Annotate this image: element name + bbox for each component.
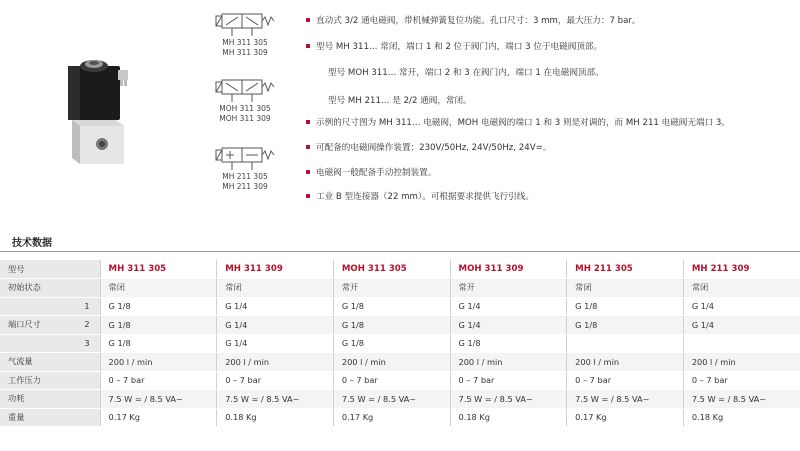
schematic-moh311 (200, 76, 290, 124)
row-label (0, 316, 100, 335)
table-row-port-3 (0, 334, 800, 353)
table-cell: G 1/8 (567, 297, 684, 316)
bullet-marker-icon (306, 145, 310, 149)
schematic-model: MH 211 309 (222, 182, 268, 191)
table-cell: G 1/8 (567, 316, 684, 335)
table-cell: 7.5 W = / 8.5 VA~ (683, 390, 800, 409)
bullet-text: 直动式 3/2 通电磁阀，带机械弹簧复位功能。孔口尺寸：3 mm，最大压力：7 bar。 (316, 16, 641, 26)
bullet-text: 电磁阀一般配备手动控制装置。 (316, 168, 437, 178)
description-sub-text: 型号 MOH 311… 常开，端口 2 和 3 在阀门内，端口 1 在电磁阀顶部。 (328, 68, 604, 78)
table-cell: G 1/4 (217, 297, 334, 316)
table-cell: G 1/4 (217, 316, 334, 335)
table-cell: 0.18 Kg (217, 408, 334, 427)
table-cell: G 1/4 (450, 316, 567, 335)
table-cell: 200 l / min (567, 353, 684, 372)
bullet-text: 型号 MH 311… 常闭，端口 1 和 2 位于阀门内，端口 3 位于电磁阀顶部。 (316, 42, 603, 52)
table-cell: MOH 311 305 (333, 260, 450, 279)
table-row-flow (0, 353, 800, 372)
table-row-model (0, 260, 800, 279)
table-cell: G 1/8 (333, 297, 450, 316)
table-cell: G 1/8 (333, 334, 450, 353)
row-label: 重量 (0, 408, 100, 427)
section-divider (0, 251, 800, 252)
table-cell: 200 l / min (333, 353, 450, 372)
table-cell: MH 311 309 (217, 260, 334, 279)
solenoid-valve-photo (58, 52, 138, 172)
table-row-port-1 (0, 297, 800, 316)
table-cell: 0.18 Kg (450, 408, 567, 427)
table-cell: 7.5 W = / 8.5 VA~ (333, 390, 450, 409)
table-cell: 0 – 7 bar (333, 371, 450, 390)
row-label: 气流量 (0, 353, 100, 372)
table-cell: G 1/8 (450, 334, 567, 353)
valve-symbol-icon (214, 10, 276, 38)
table-cell: 0.17 Kg (567, 408, 684, 427)
table-cell: 0 – 7 bar (100, 371, 217, 390)
port-size-label: 端口尺寸 (8, 319, 41, 330)
description-bullet (306, 166, 436, 178)
row-label: 工作压力 (0, 371, 100, 390)
table-cell: 0 – 7 bar (683, 371, 800, 390)
schematic-model: MOH 311 305 (219, 104, 271, 113)
table-cell: 7.5 W = / 8.5 VA~ (450, 390, 567, 409)
description-bullet (306, 141, 551, 153)
table-cell: 常开 (333, 279, 450, 298)
valve-symbol-icon (214, 76, 276, 104)
table-cell: 7.5 W = / 8.5 VA~ (217, 390, 334, 409)
table-cell: 0.17 Kg (100, 408, 217, 427)
schematic-mh311 (200, 10, 290, 58)
table-cell: G 1/4 (683, 297, 800, 316)
table-row-state (0, 279, 800, 298)
table-row-port-2 (0, 316, 800, 335)
table-cell: 7.5 W = / 8.5 VA~ (567, 390, 684, 409)
table-row-weight (0, 408, 800, 427)
table-cell: 常开 (450, 279, 567, 298)
table-cell: 0 – 7 bar (567, 371, 684, 390)
bullet-marker-icon (306, 44, 310, 48)
port-number: 2 (84, 319, 90, 330)
table-cell: 200 l / min (100, 353, 217, 372)
table-cell: G 1/8 (100, 334, 217, 353)
table-cell: MH 211 309 (683, 260, 800, 279)
bullet-marker-icon (306, 170, 310, 174)
technical-data-table (0, 260, 800, 427)
table-cell: 200 l / min (217, 353, 334, 372)
table-cell: 常闭 (567, 279, 684, 298)
description-bullet (306, 116, 730, 128)
description-bullet (306, 40, 602, 52)
table-cell (683, 334, 800, 353)
section-title: 技术数据 (12, 238, 52, 249)
bullet-text: 工业 B 型连接器（22 mm）。可根据要求提供飞行引线。 (316, 192, 534, 202)
row-label: 1 (0, 297, 100, 316)
bullet-text: 可配备的电磁阀操作装置：230V/50Hz, 24V/50Hz, 24V=。 (316, 143, 552, 153)
bullet-text: 示例的尺寸图为 MH 311… 电磁阀，MOH 电磁阀的端口 1 和 3 则是对调的，而 MH 211 电磁阀无端口 3。 (316, 118, 730, 128)
schematic-mh211 (200, 144, 290, 192)
description-bullet (306, 14, 641, 26)
table-cell: 200 l / min (683, 353, 800, 372)
table-cell: 0.17 Kg (333, 408, 450, 427)
bullet-marker-icon (306, 120, 310, 124)
table-cell: G 1/4 (683, 316, 800, 335)
description-bullet (306, 190, 534, 202)
table-cell: G 1/8 (100, 297, 217, 316)
table-cell: G 1/4 (450, 297, 567, 316)
table-row-pressure (0, 371, 800, 390)
schematic-model: MH 211 305 (222, 172, 268, 181)
table-cell: 常闭 (217, 279, 334, 298)
table-cell: 常闭 (683, 279, 800, 298)
table-row-power (0, 390, 800, 409)
table-cell: G 1/8 (100, 316, 217, 335)
description-sub-text: 型号 MH 211… 是 2/2 通阀，常闭。 (328, 96, 472, 106)
bullet-marker-icon (306, 194, 310, 198)
table-cell: 0 – 7 bar (217, 371, 334, 390)
table-cell: 常闭 (100, 279, 217, 298)
table-cell: MH 311 305 (100, 260, 217, 279)
row-label: 初始状态 (0, 279, 100, 298)
row-label: 型号 (0, 260, 100, 279)
bullet-marker-icon (306, 18, 310, 22)
table-cell: MOH 311 309 (450, 260, 567, 279)
table-cell: MH 211 305 (567, 260, 684, 279)
table-cell: 0.18 Kg (683, 408, 800, 427)
row-label: 3 (0, 334, 100, 353)
table-cell (567, 334, 684, 353)
row-label: 功耗 (0, 390, 100, 409)
schematic-model: MH 311 309 (222, 48, 268, 57)
schematic-model: MOH 311 309 (219, 114, 271, 123)
schematic-model: MH 311 305 (222, 38, 268, 47)
table-cell: G 1/8 (333, 316, 450, 335)
table-cell: G 1/4 (217, 334, 334, 353)
table-cell: 200 l / min (450, 353, 567, 372)
valve-symbol-icon (214, 144, 276, 172)
table-cell: 0 – 7 bar (450, 371, 567, 390)
table-cell: 7.5 W = / 8.5 VA~ (100, 390, 217, 409)
